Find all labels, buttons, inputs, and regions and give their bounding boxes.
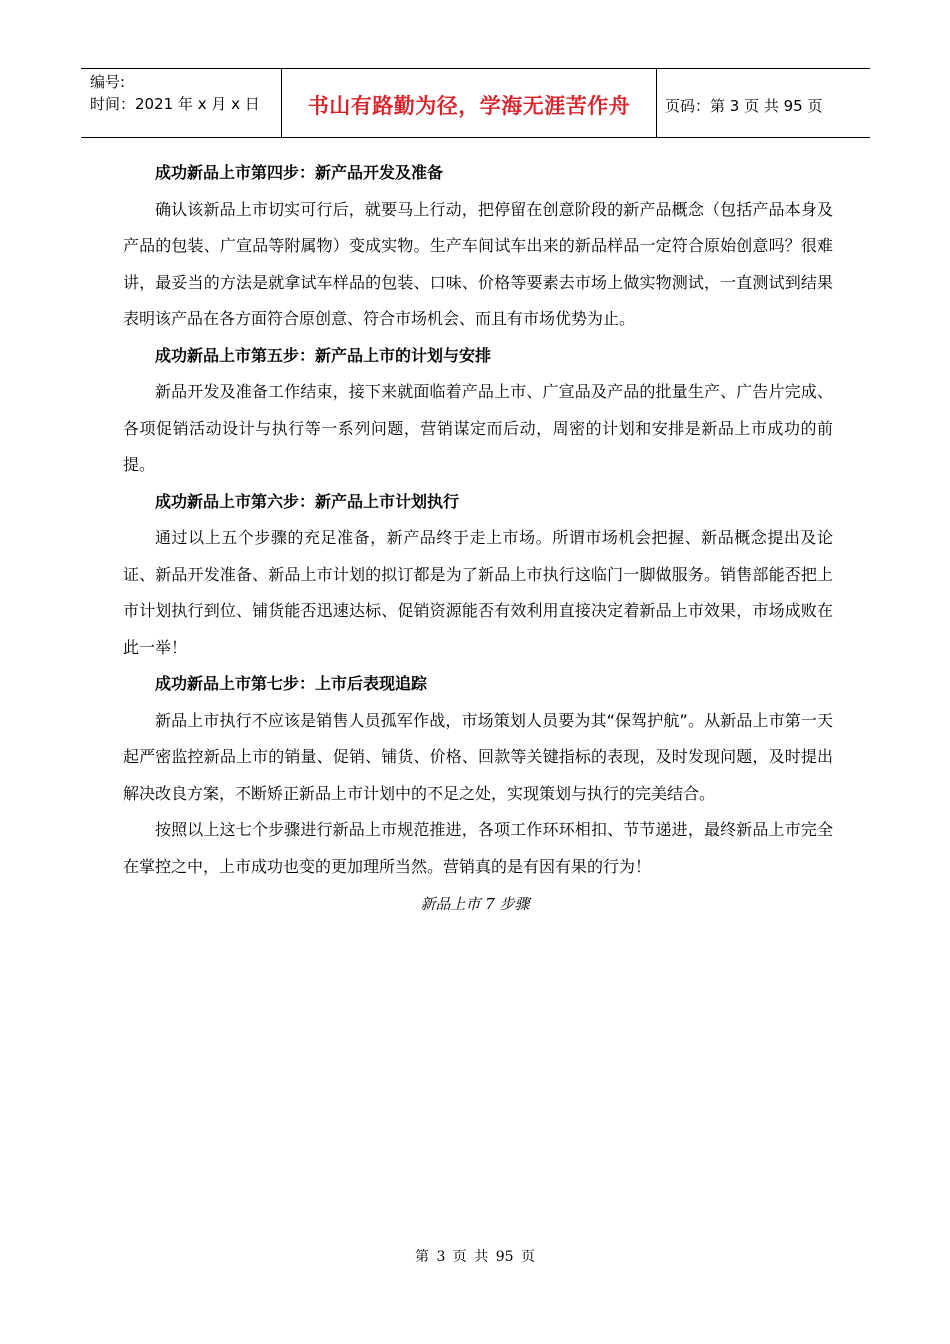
- document-date-label: 时间：2021 年 x 月 x 日: [90, 95, 260, 113]
- header-motto-cell: [282, 69, 657, 137]
- header-page-cell: [657, 69, 870, 137]
- step6-paragraph: 通过以上五个步骤的充足准备，新产品终于走上市场。所谓市场机会把握、新品概念提出及论证、新品开发准备、新品上市计划的拟订都是为了新品上市执行这临门一脚做服务。销售部能否把上市计划执行到位、铺货能否迅速达标、促销资源能否有效利用直接决定着新品上市效果，市场成败在此一举！: [123, 528, 833, 657]
- header-page-indicator: 页码：第 3 页 共 95 页: [665, 96, 823, 115]
- step4-paragraph: 确认该新品上市切实可行后，就要马上行动，把停留在创意阶段的新产品概念（包括产品本身及产品的包装、广宣品等附属物）变成实物。生产车间试车出来的新品样品一定符合原始创意吗？很难讲，最妥当的方法是就拿试车样品的包装、口味、价格等要素去市场上做实物测试，一直测试到结果表明该产品在各方面符合原创意、符合市场机会、而且有市场优势为止。: [123, 199, 833, 328]
- page-header: [81, 68, 870, 138]
- step5-heading: 成功新品上市第五步：新产品上市的计划与安排: [155, 345, 492, 365]
- header-meta-cell: [81, 69, 282, 137]
- step5-paragraph: 新品开发及准备工作结束，接下来就面临着产品上市、广宣品及产品的批量生产、广告片完成、各项促销活动设计与执行等一系列问题，营销谋定而后动，周密的计划和安排是新品上市成功的前提。: [123, 382, 833, 474]
- conclusion-paragraph: 按照以上这七个步骤进行新品上市规范推进，各项工作环环相扣、节节递进，最终新品上市完全在掌控之中，上市成功也变的更加理所当然。营销真的是有因有果的行为！: [123, 820, 833, 876]
- header-motto: 书山有路勤为径，学海无涯苦作舟: [307, 94, 631, 118]
- step7-paragraph: 新品上市执行不应该是销售人员孤军作战，市场策划人员要为其“保驾护航”。从新品上市第一天起严密监控新品上市的销量、促销、铺货、价格、回款等关键指标的表现，及时发现问题，及时提出解决改良方案，不断矫正新品上市计划中的不足之处，实现策划与执行的完美结合。: [123, 710, 833, 803]
- figure-caption: 新品上市 7 步骤: [420, 895, 530, 913]
- step6-heading: 成功新品上市第六步：新产品上市计划执行: [155, 491, 460, 511]
- step4-heading: 成功新品上市第四步：新产品开发及准备: [155, 163, 444, 182]
- page-footer: 第 3 页 共 95 页: [415, 1249, 535, 1265]
- step7-heading: 成功新品上市第七步：上市后表现追踪: [155, 674, 428, 693]
- document-body: [123, 155, 833, 885]
- document-number-label: 编号:: [90, 73, 126, 91]
